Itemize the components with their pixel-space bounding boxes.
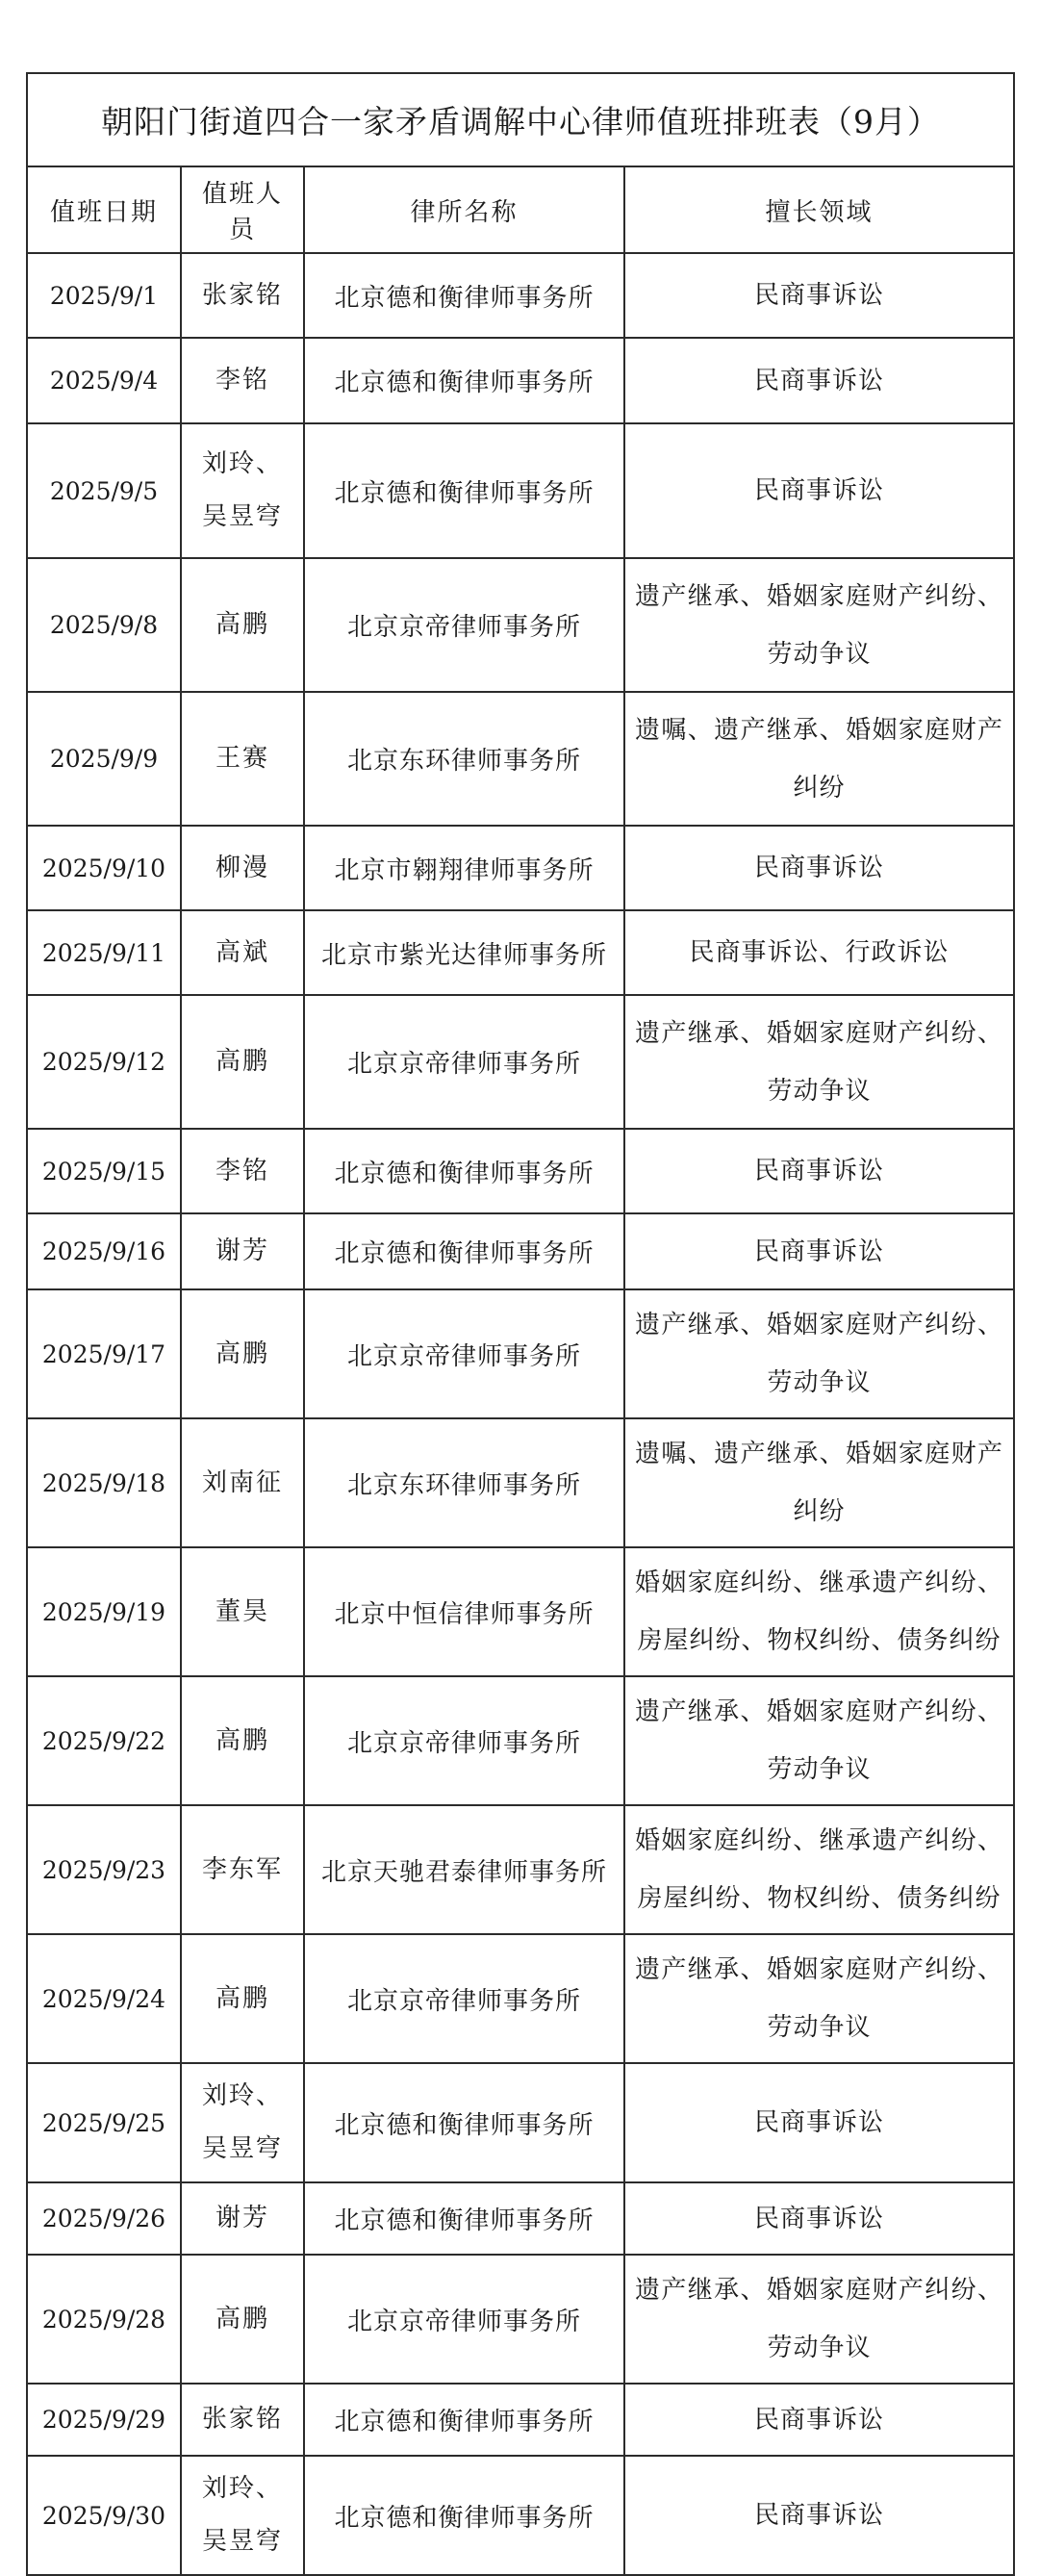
duty-person-cell: 李铭	[181, 338, 304, 423]
law-firm-cell: 北京市翱翔律师事务所	[304, 826, 624, 910]
duty-date-cell: 2025/9/26	[27, 2182, 181, 2255]
table-row	[27, 826, 1014, 910]
duty-date-cell: 2025/9/19	[27, 1547, 181, 1676]
table-row	[27, 423, 1014, 558]
duty-person-cell: 高鹏	[181, 2255, 304, 2384]
duty-person-cell: 王赛	[181, 692, 304, 826]
table-row	[27, 1805, 1014, 1934]
duty-date-cell: 2025/9/15	[27, 1129, 181, 1213]
expertise-cell: 婚姻家庭纠纷、继承遗产纠纷、房屋纠纷、物权纠纷、债务纠纷	[624, 1547, 1014, 1676]
duty-person-cell: 柳漫	[181, 826, 304, 910]
table-row	[27, 2456, 1014, 2575]
law-firm-cell: 北京德和衡律师事务所	[304, 338, 624, 423]
law-firm-cell: 北京德和衡律师事务所	[304, 1213, 624, 1289]
duty-person-cell: 高鹏	[181, 558, 304, 692]
table-row	[27, 338, 1014, 423]
table-row	[27, 2182, 1014, 2255]
expertise-cell: 婚姻家庭纠纷、继承遗产纠纷、房屋纠纷、物权纠纷、债务纠纷	[624, 1805, 1014, 1934]
table-row	[27, 253, 1014, 338]
expertise-cell: 民商事诉讼	[624, 423, 1014, 558]
header-area: 擅长领域	[624, 166, 1014, 253]
expertise-cell: 遗产继承、婚姻家庭财产纠纷、劳动争议	[624, 995, 1014, 1129]
duty-person-cell: 李东军	[181, 1805, 304, 1934]
duty-roster-table	[26, 72, 1015, 2576]
table-row	[27, 1289, 1014, 1418]
expertise-cell: 遗产继承、婚姻家庭财产纠纷、劳动争议	[624, 1934, 1014, 2063]
table-row	[27, 2063, 1014, 2182]
law-firm-cell: 北京德和衡律师事务所	[304, 2182, 624, 2255]
law-firm-cell: 北京东环律师事务所	[304, 692, 624, 826]
law-firm-cell: 北京京帝律师事务所	[304, 1934, 624, 2063]
header-firm: 律所名称	[304, 166, 624, 253]
expertise-cell: 民商事诉讼	[624, 253, 1014, 338]
law-firm-cell: 北京京帝律师事务所	[304, 2255, 624, 2384]
duty-date-cell: 2025/9/16	[27, 1213, 181, 1289]
header-date: 值班日期	[27, 166, 181, 253]
duty-person-cell: 张家铭	[181, 253, 304, 338]
duty-date-cell: 2025/9/17	[27, 1289, 181, 1418]
duty-person-cell: 刘玲、吴昱穹	[181, 423, 304, 558]
table-row	[27, 2384, 1014, 2456]
expertise-cell: 民商事诉讼、行政诉讼	[624, 910, 1014, 995]
expertise-cell: 民商事诉讼	[624, 2456, 1014, 2575]
law-firm-cell: 北京市紫光达律师事务所	[304, 910, 624, 995]
law-firm-cell: 北京德和衡律师事务所	[304, 2384, 624, 2456]
law-firm-cell: 北京天驰君泰律师事务所	[304, 1805, 624, 1934]
duty-date-cell: 2025/9/24	[27, 1934, 181, 2063]
expertise-cell: 民商事诉讼	[624, 2063, 1014, 2182]
table-row	[27, 1676, 1014, 1805]
duty-date-cell: 2025/9/1	[27, 253, 181, 338]
duty-person-cell: 高鹏	[181, 1934, 304, 2063]
expertise-cell: 遗产继承、婚姻家庭财产纠纷、劳动争议	[624, 1289, 1014, 1418]
law-firm-cell: 北京德和衡律师事务所	[304, 253, 624, 338]
expertise-cell: 遗产继承、婚姻家庭财产纠纷、劳动争议	[624, 558, 1014, 692]
duty-date-cell: 2025/9/28	[27, 2255, 181, 2384]
table-row	[27, 995, 1014, 1129]
law-firm-cell: 北京德和衡律师事务所	[304, 2456, 624, 2575]
table-row	[27, 1213, 1014, 1289]
expertise-cell: 民商事诉讼	[624, 338, 1014, 423]
table-row	[27, 1934, 1014, 2063]
duty-date-cell: 2025/9/5	[27, 423, 181, 558]
duty-date-cell: 2025/9/25	[27, 2063, 181, 2182]
header-person: 值班人员	[181, 166, 304, 253]
duty-person-cell: 高鹏	[181, 995, 304, 1129]
law-firm-cell: 北京京帝律师事务所	[304, 1676, 624, 1805]
table-row	[27, 2255, 1014, 2384]
duty-person-cell: 高斌	[181, 910, 304, 995]
law-firm-cell: 北京德和衡律师事务所	[304, 423, 624, 558]
duty-person-cell: 刘玲、吴昱穹	[181, 2456, 304, 2575]
duty-person-cell: 谢芳	[181, 2182, 304, 2255]
law-firm-cell: 北京京帝律师事务所	[304, 558, 624, 692]
title-row	[27, 73, 1014, 166]
duty-person-cell: 刘南征	[181, 1418, 304, 1547]
roster-body	[27, 253, 1014, 2575]
duty-date-cell: 2025/9/18	[27, 1418, 181, 1547]
duty-person-cell: 谢芳	[181, 1213, 304, 1289]
expertise-cell: 遗产继承、婚姻家庭财产纠纷、劳动争议	[624, 2255, 1014, 2384]
table-row	[27, 1547, 1014, 1676]
table-row	[27, 910, 1014, 995]
duty-person-cell: 董昊	[181, 1547, 304, 1676]
duty-person-cell: 高鹏	[181, 1676, 304, 1805]
table-row	[27, 1418, 1014, 1547]
roster-sheet	[26, 72, 1013, 2576]
duty-date-cell: 2025/9/4	[27, 338, 181, 423]
duty-date-cell: 2025/9/12	[27, 995, 181, 1129]
expertise-cell: 民商事诉讼	[624, 826, 1014, 910]
expertise-cell: 遗嘱、遗产继承、婚姻家庭财产纠纷	[624, 692, 1014, 826]
law-firm-cell: 北京中恒信律师事务所	[304, 1547, 624, 1676]
duty-person-cell: 刘玲、吴昱穹	[181, 2063, 304, 2182]
duty-person-cell: 高鹏	[181, 1289, 304, 1418]
law-firm-cell: 北京东环律师事务所	[304, 1418, 624, 1547]
law-firm-cell: 北京京帝律师事务所	[304, 1289, 624, 1418]
expertise-cell: 民商事诉讼	[624, 2182, 1014, 2255]
duty-date-cell: 2025/9/10	[27, 826, 181, 910]
expertise-cell: 遗产继承、婚姻家庭财产纠纷、劳动争议	[624, 1676, 1014, 1805]
law-firm-cell: 北京京帝律师事务所	[304, 995, 624, 1129]
expertise-cell: 民商事诉讼	[624, 2384, 1014, 2456]
duty-date-cell: 2025/9/11	[27, 910, 181, 995]
expertise-cell: 民商事诉讼	[624, 1213, 1014, 1289]
duty-person-cell: 李铭	[181, 1129, 304, 1213]
duty-date-cell: 2025/9/9	[27, 692, 181, 826]
expertise-cell: 民商事诉讼	[624, 1129, 1014, 1213]
duty-date-cell: 2025/9/23	[27, 1805, 181, 1934]
duty-date-cell: 2025/9/29	[27, 2384, 181, 2456]
table-row	[27, 558, 1014, 692]
expertise-cell: 遗嘱、遗产继承、婚姻家庭财产纠纷	[624, 1418, 1014, 1547]
duty-date-cell: 2025/9/22	[27, 1676, 181, 1805]
table-row	[27, 1129, 1014, 1213]
law-firm-cell: 北京德和衡律师事务所	[304, 1129, 624, 1213]
duty-person-cell: 张家铭	[181, 2384, 304, 2456]
table-title: 朝阳门街道四合一家矛盾调解中心律师值班排班表（9月）	[27, 73, 1014, 166]
table-row	[27, 692, 1014, 826]
duty-date-cell: 2025/9/30	[27, 2456, 181, 2575]
header-row	[27, 166, 1014, 253]
law-firm-cell: 北京德和衡律师事务所	[304, 2063, 624, 2182]
duty-date-cell: 2025/9/8	[27, 558, 181, 692]
